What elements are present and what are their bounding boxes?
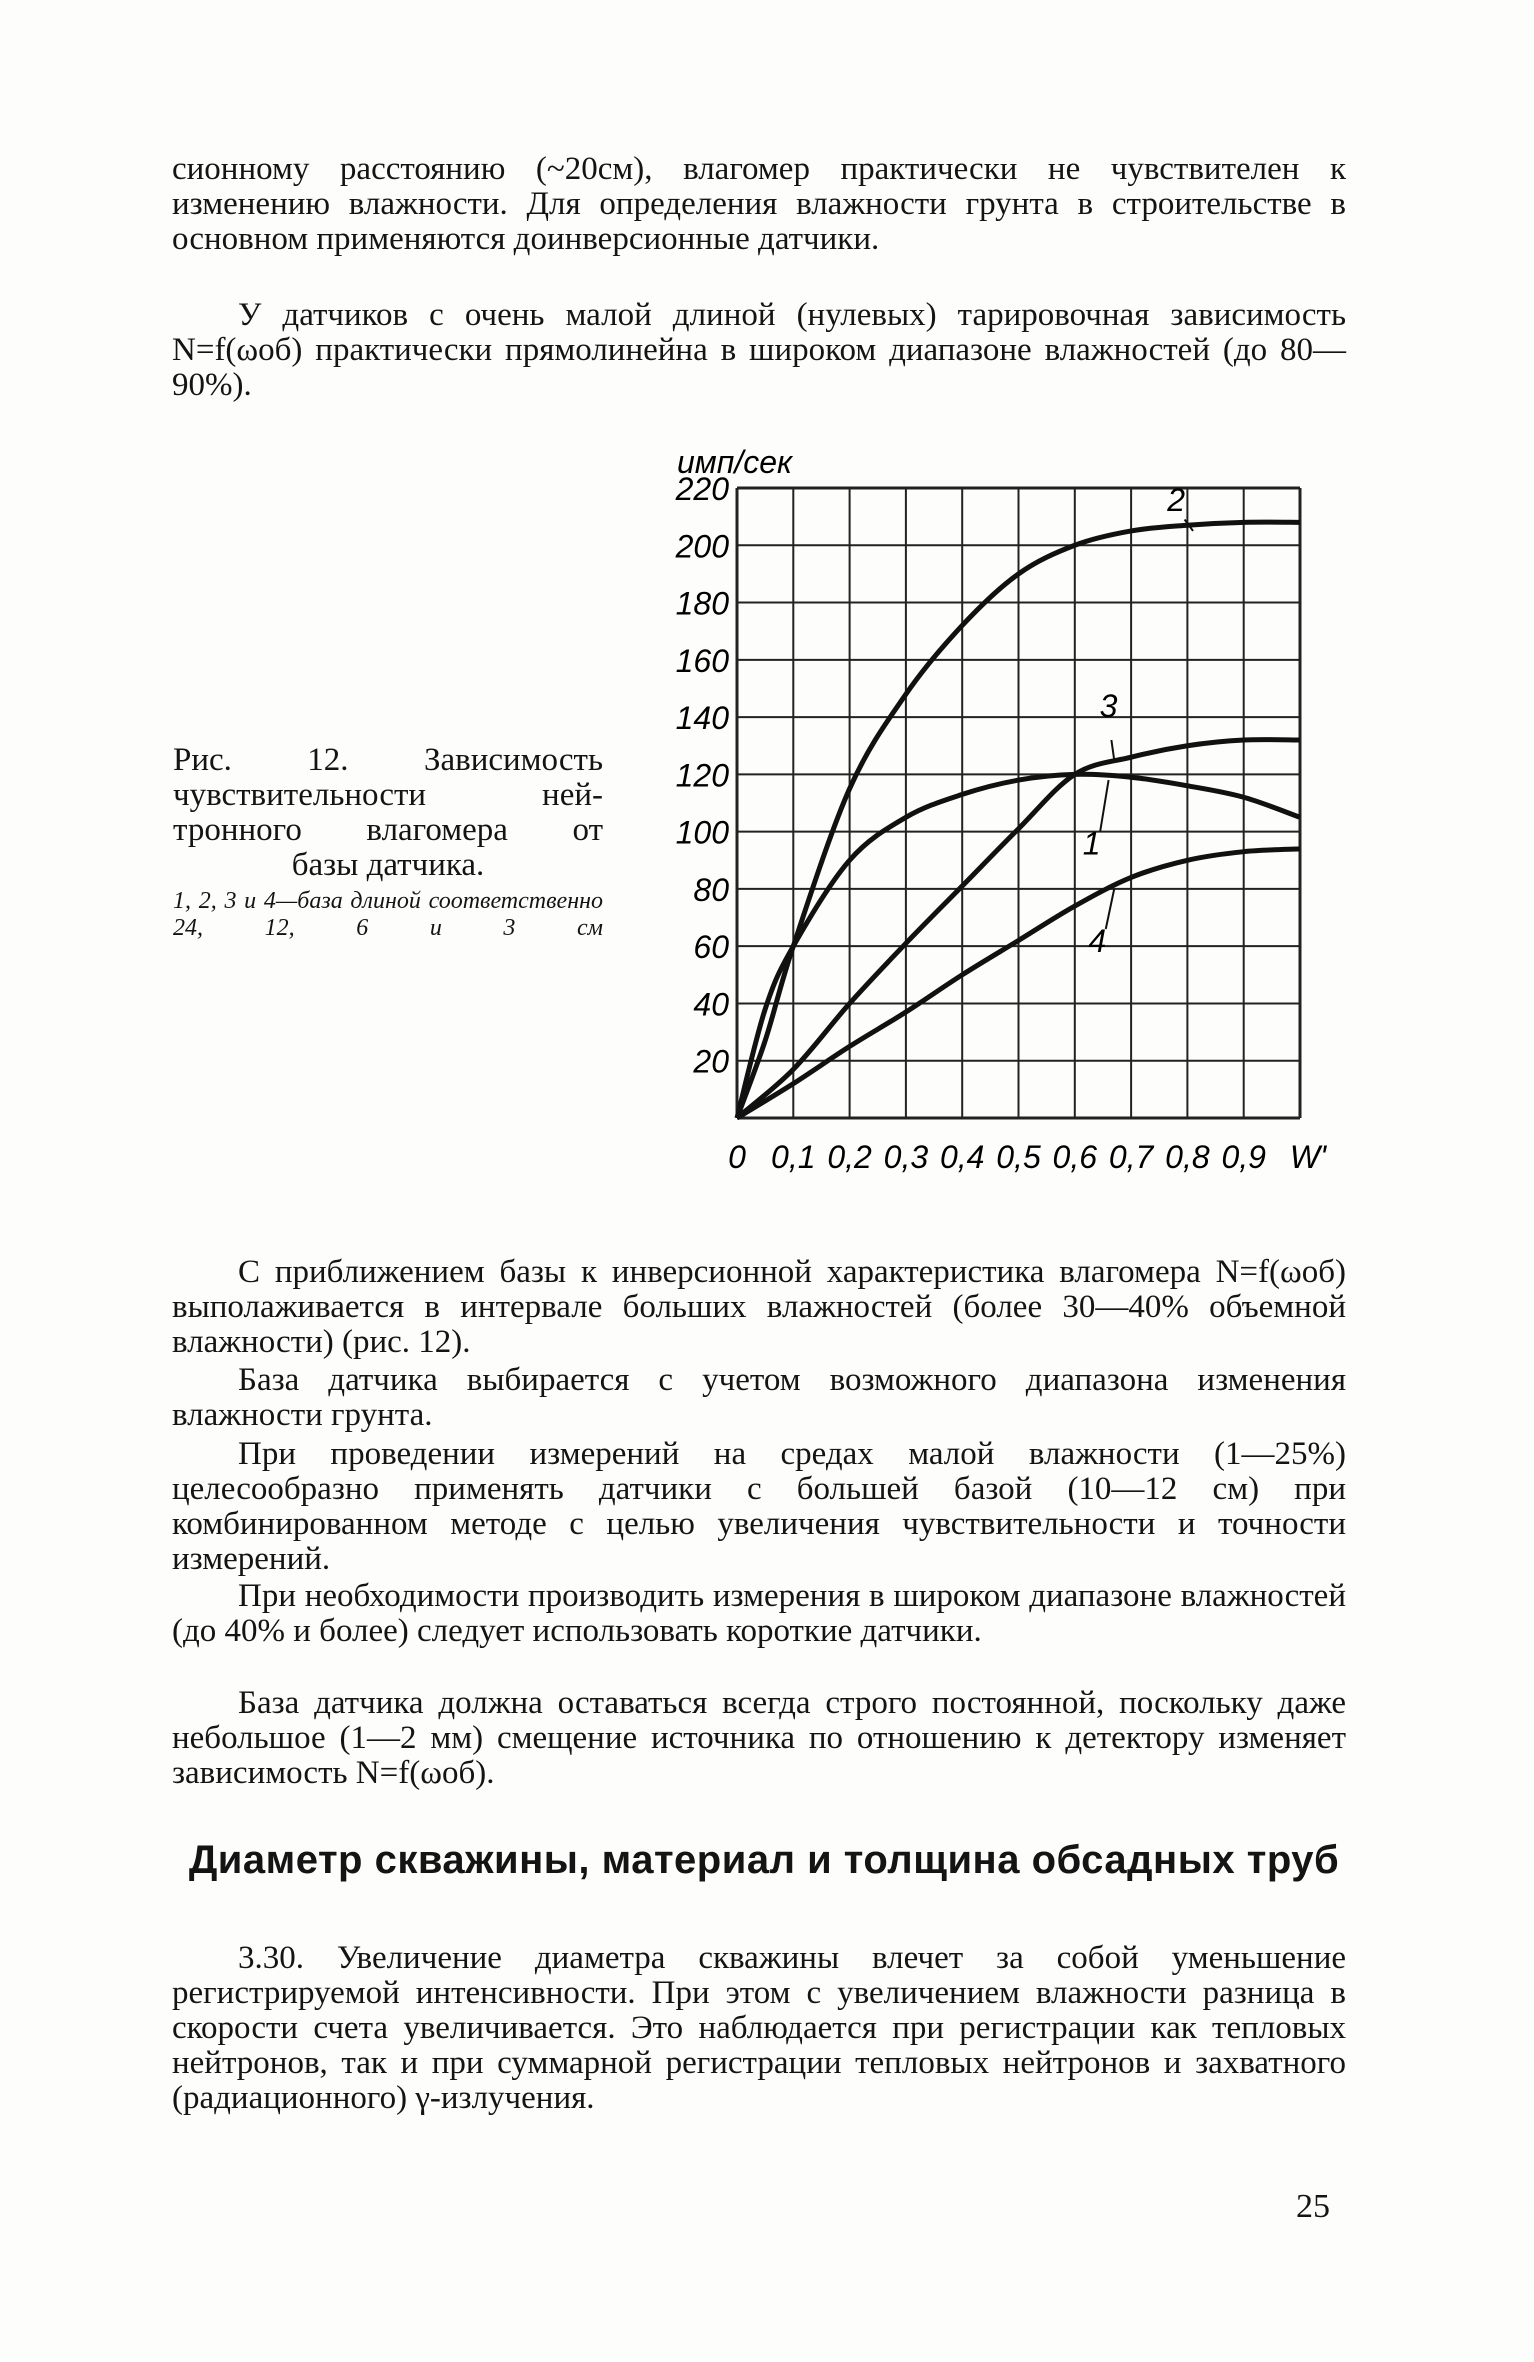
- paragraph-text: У датчиков с очень малой длиной (нулевых) тарировочная зависимость N=f(ωоб) практически прямолинейна в широком диапазоне влажностей (до 80—90%).: [172, 297, 1346, 403]
- series-line-3: [737, 740, 1300, 1118]
- paragraph-text: При проведении измерений на средах малой влажности (1—25%) целесообразно применять датчики с большей базой (10—12 см) при комбинированном методе с целью увеличения чувствительности и точности измерений.: [172, 1436, 1346, 1577]
- series-line-2: [737, 522, 1300, 1118]
- paragraph-text: 3.30. Увеличение диаметра скважины влечет за собой уменьшение регистрируемой интенсивности. При этом с увеличением влажности разница в скорости счета увеличивается. Это наблюдается при регистрации как тепловых нейтронов, так и при суммарной регистрации тепловых нейтронов и захватного (радиационного) γ-излучения.: [172, 1940, 1346, 2116]
- y-tick-label: 160: [675, 642, 729, 679]
- paragraph-calibration: [172, 298, 1346, 403]
- figure-caption: [173, 743, 603, 883]
- paragraph-text: База датчика выбирается с учетом возможного диапазона изменения влажности грунта.: [172, 1362, 1346, 1433]
- x-tick-label: 0,9: [1221, 1139, 1266, 1175]
- curve-number-label: 2: [1167, 481, 1186, 518]
- caption-line: базы датчика.: [291, 847, 485, 883]
- x-tick-label: W': [1289, 1139, 1327, 1175]
- y-tick-label: 180: [675, 585, 729, 622]
- caption-line: тронного влагомера от: [173, 812, 603, 848]
- paragraph-text: сионному расстоянию (~20см), влагомер практически не чувствителен к изменению влажности. Для определения влажности грунта в строительстве в основном применяются доинверсионные датчики.: [172, 151, 1346, 257]
- page-number: 25: [1296, 2188, 1330, 2225]
- curve-leader-line: [1111, 740, 1114, 760]
- paragraph-c: [172, 1437, 1346, 1577]
- y-tick-label: 20: [693, 1043, 729, 1080]
- y-tick-label: 220: [675, 471, 729, 507]
- x-tick-label: 0,7: [1108, 1139, 1154, 1175]
- x-tick-label: 0: [728, 1139, 746, 1175]
- x-tick-label: 0,8: [1165, 1139, 1210, 1175]
- paragraph-e: [172, 1686, 1346, 1791]
- paragraph-d: [172, 1579, 1346, 1649]
- y-axis-label: имп/сек: [677, 444, 793, 480]
- curve-number-label: 4: [1088, 922, 1107, 959]
- x-tick-label: 0,4: [939, 1139, 985, 1175]
- x-tick-label: 0,6: [1052, 1139, 1098, 1175]
- curve-leader-line: [1185, 520, 1193, 531]
- x-tick-label: 0,3: [883, 1139, 929, 1175]
- y-tick-label: 60: [693, 929, 729, 966]
- curve-leader-line: [1106, 889, 1114, 929]
- paragraph-b: [172, 1363, 1346, 1433]
- series-line-4: [737, 849, 1300, 1118]
- curve-leader-line: [1100, 780, 1108, 832]
- series-line-1: [737, 774, 1300, 1118]
- paragraph-text: С приближением базы к инверсионной характеристика влагомера N=f(ωоб) выполаживается в интервале больших влажностей (более 30—40% объемной влажности) (рис. 12).: [172, 1254, 1346, 1360]
- paragraph-f: [172, 1941, 1346, 2116]
- x-tick-label: 0,5: [996, 1139, 1041, 1175]
- figure-caption-note: 1, 2, 3 и 4—база длиной соответственно 24, 12, 6 и 3 см: [173, 888, 603, 941]
- y-tick-label: 120: [675, 757, 729, 794]
- caption-line: Рис. 12. Зависимость: [173, 742, 603, 778]
- paragraph-text: При необходимости производить измерения в широком диапазоне влажностей (до 40% и более) следует использовать короткие датчики.: [172, 1578, 1346, 1649]
- y-tick-label: 140: [675, 700, 729, 737]
- chart-grid: [737, 488, 1300, 1118]
- paragraph-text: База датчика должна оставаться всегда строго постоянной, поскольку даже небольшое (1—2 мм) смещение источника по отношению к детектору изменяет зависимость N=f(ωоб).: [172, 1685, 1346, 1791]
- y-tick-label: 100: [675, 814, 729, 851]
- paragraph-continued: [172, 152, 1346, 257]
- curve-number-label: 3: [1099, 688, 1118, 725]
- caption-line: чувствительности ней-: [173, 777, 603, 813]
- curve-number-label: 1: [1082, 825, 1101, 862]
- y-tick-label: 200: [675, 528, 729, 565]
- y-tick-label: 40: [693, 986, 729, 1023]
- x-tick-label: 0,2: [827, 1139, 872, 1175]
- paragraph-a: [172, 1255, 1346, 1360]
- chart-labels: [675, 471, 1328, 1175]
- y-tick-label: 80: [693, 871, 729, 908]
- chart-series: [737, 522, 1300, 1118]
- x-tick-label: 0,1: [771, 1139, 816, 1175]
- section-heading: Диаметр скважины, материал и толщина обсадных труб: [188, 1838, 1340, 1882]
